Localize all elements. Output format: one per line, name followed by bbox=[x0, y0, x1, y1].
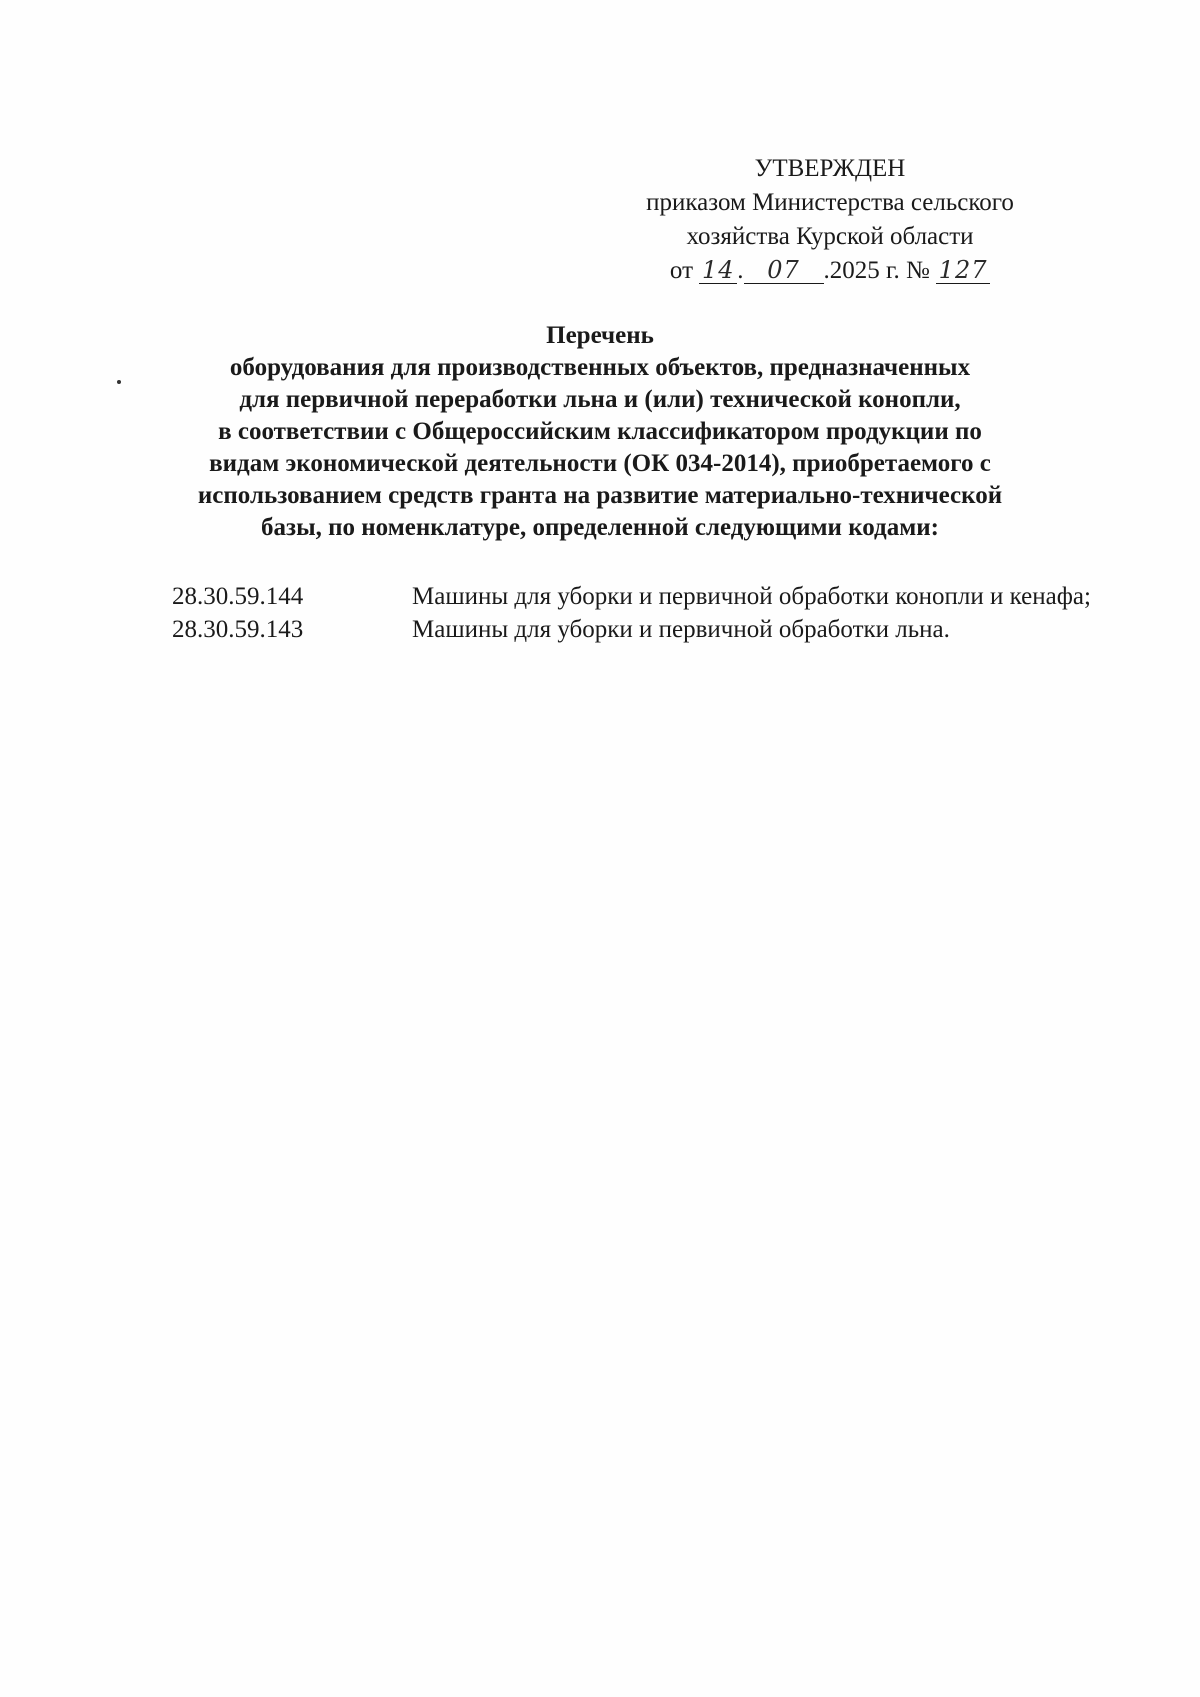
approval-date-line: от 14 . 07 .2025 г. № 127 bbox=[600, 254, 1060, 288]
code-row bbox=[172, 581, 1102, 613]
code-description: Машины для уборки и первичной обработки конопли и кенафа; bbox=[412, 583, 1091, 610]
title-line: видам экономической деятельности (ОК 034-2014), приобретаемого с bbox=[209, 450, 991, 477]
list-heading: Перечень bbox=[546, 322, 654, 349]
year-and-number-label: .2025 г. № bbox=[823, 257, 930, 284]
code-value: 28.30.59.144 bbox=[172, 583, 304, 610]
list-title bbox=[140, 320, 1060, 544]
code-value: 28.30.59.143 bbox=[172, 616, 304, 643]
title-line: использованием средств гранта на развитие материально-технической bbox=[197, 482, 1003, 509]
date-prefix: от bbox=[669, 257, 694, 284]
approval-line-1: приказом Министерства сельского bbox=[646, 189, 1014, 216]
code-description: Машины для уборки и первичной обработки льна. bbox=[412, 616, 950, 643]
handwritten-day: 14 bbox=[699, 257, 737, 284]
title-line: оборудования для производственных объектов, предназначенных bbox=[229, 354, 971, 381]
scan-dot bbox=[117, 380, 121, 384]
approval-line-2: хозяйства Курской области bbox=[686, 223, 974, 250]
handwritten-month: 07 bbox=[744, 257, 824, 284]
code-list bbox=[172, 581, 1102, 647]
approval-stamp: УТВЕРЖДЕН bbox=[754, 155, 906, 182]
approval-block bbox=[600, 152, 1060, 288]
code-row bbox=[172, 614, 1102, 646]
title-line: базы, по номенклатуре, определенной следующими кодами: bbox=[261, 514, 939, 541]
title-line: для первичной переработки льна и (или) технической конопли, bbox=[239, 386, 961, 413]
handwritten-order-number: 127 bbox=[936, 257, 990, 284]
title-line: в соответствии с Общероссийским классификатором продукции по bbox=[218, 418, 982, 445]
